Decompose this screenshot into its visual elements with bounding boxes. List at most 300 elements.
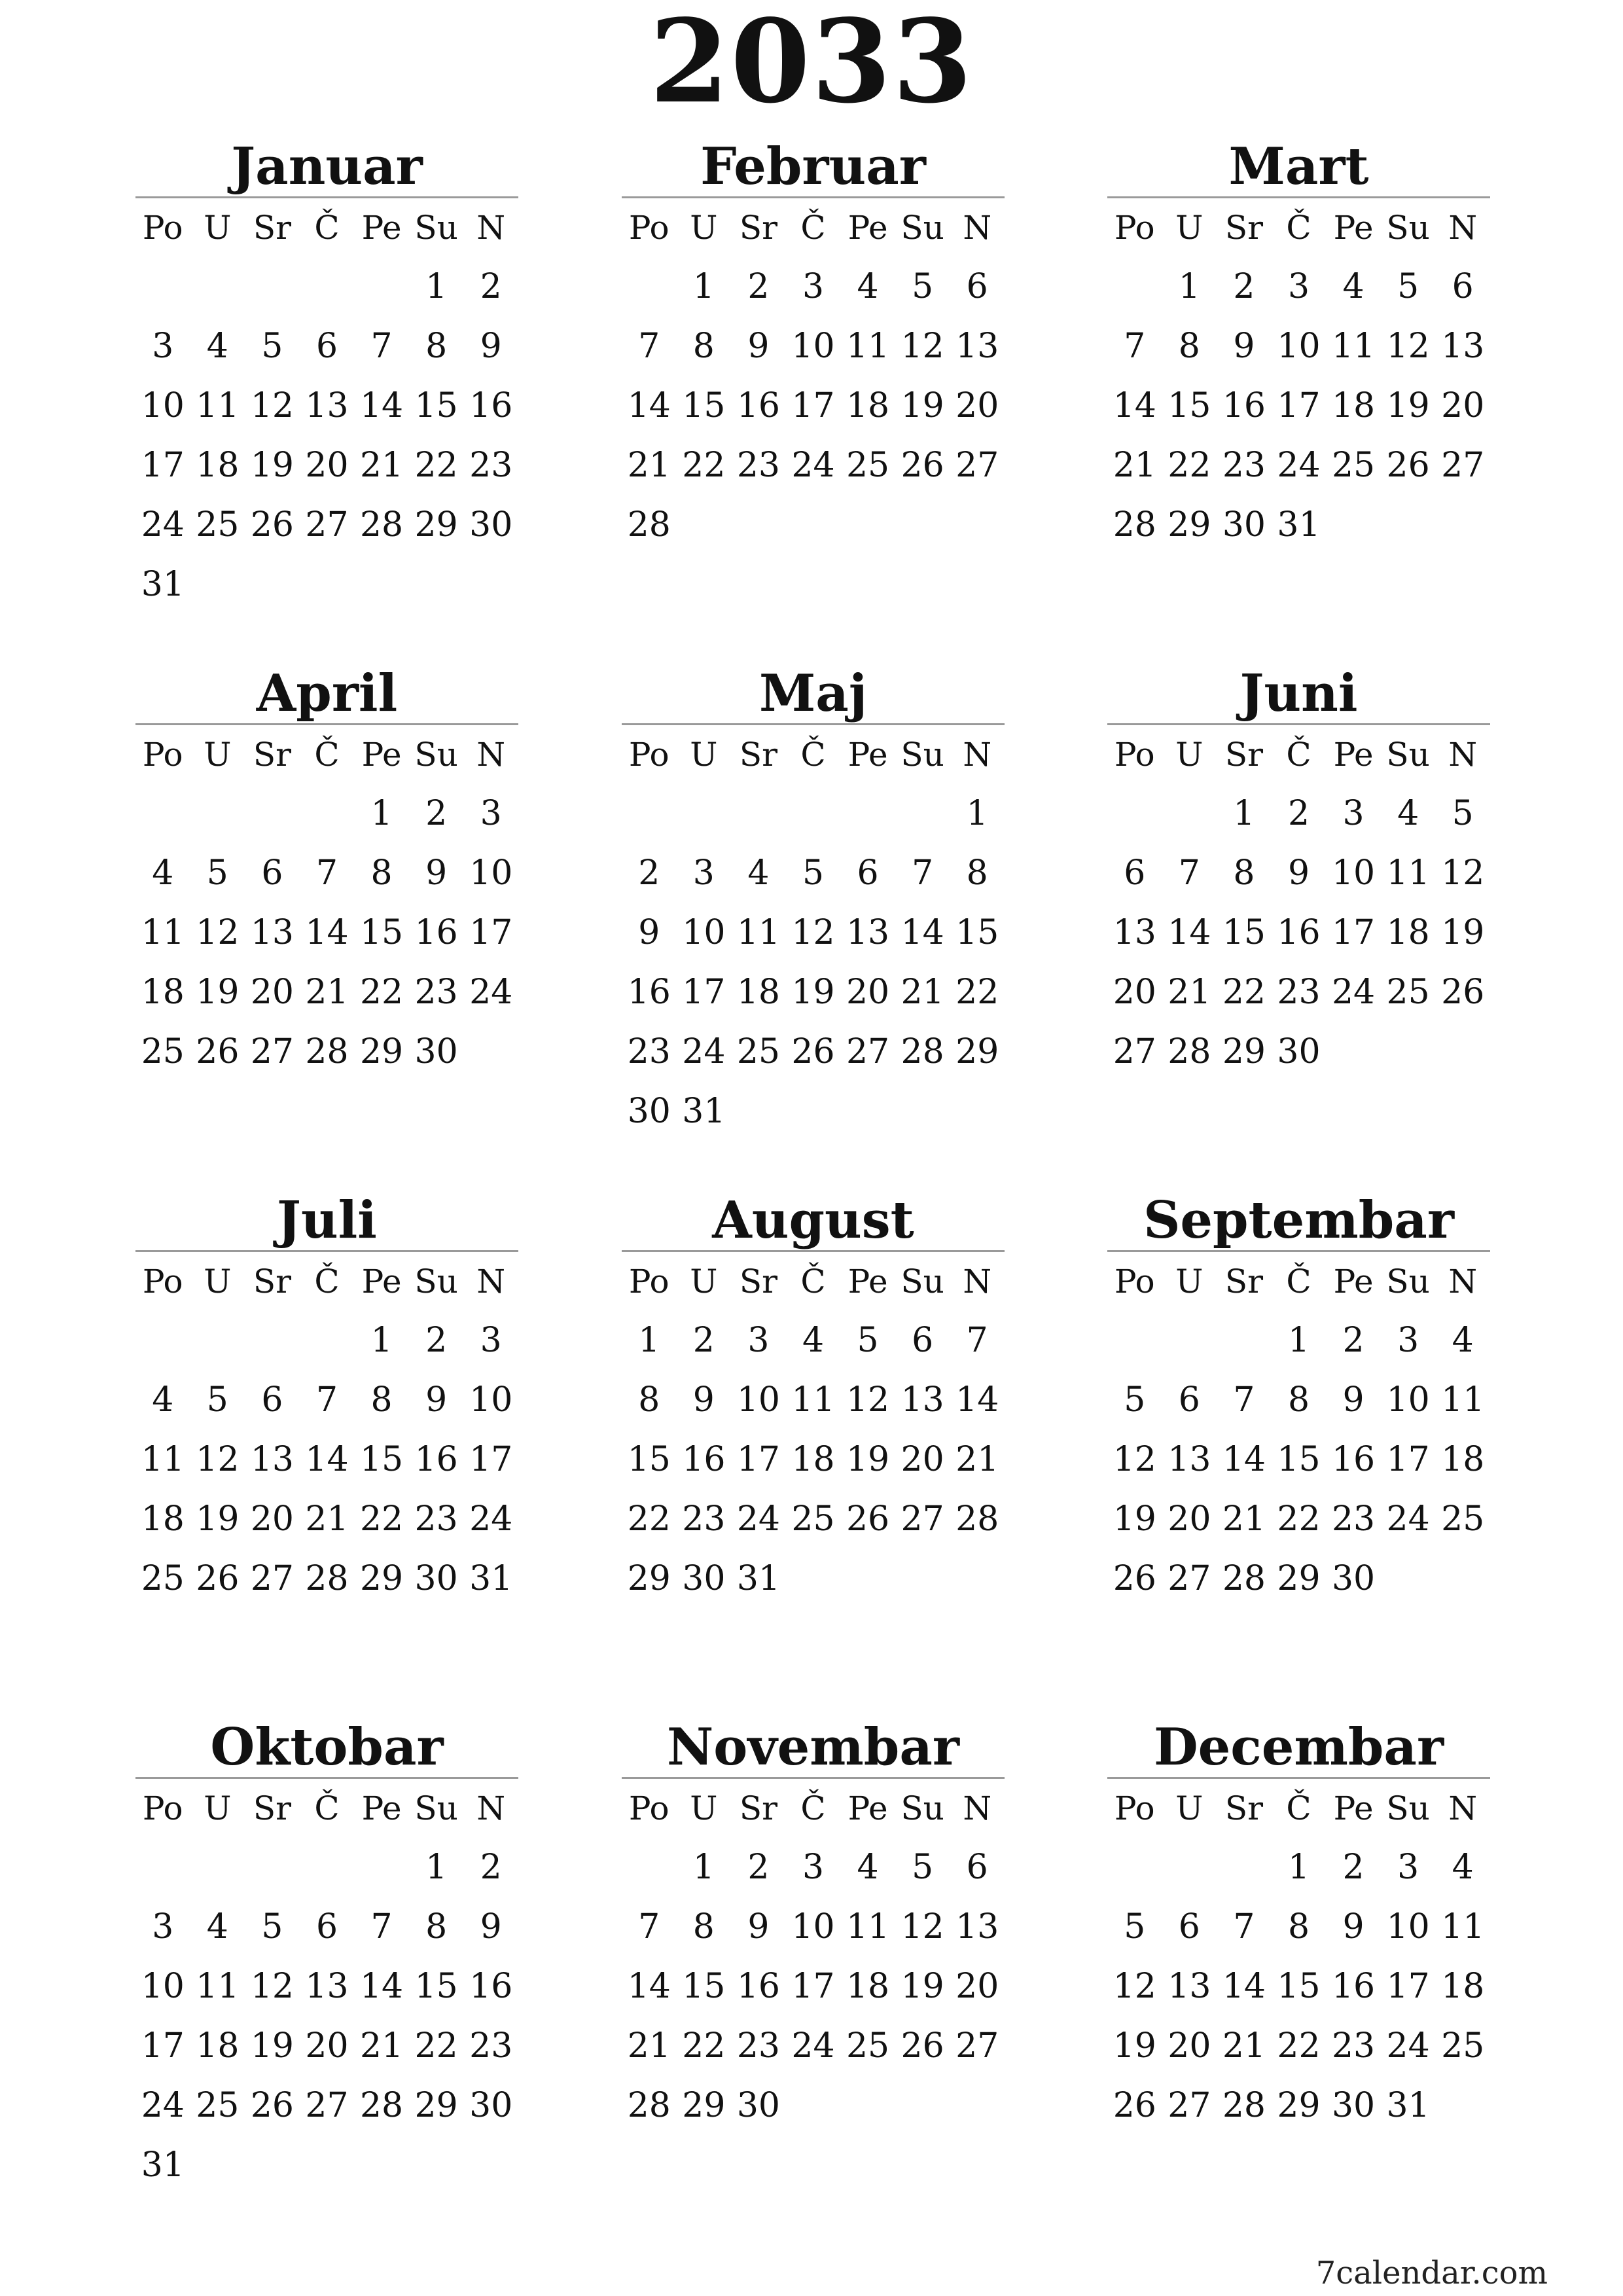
weekday-label: N (963, 736, 992, 774)
day-cell: 30 (1331, 2086, 1376, 2125)
day-cell: 19 (196, 973, 240, 1012)
weekday-label: U (204, 1789, 232, 1827)
day-cell: 6 (966, 267, 988, 306)
day-cell: 24 (469, 973, 513, 1012)
weekday-header (135, 725, 518, 784)
day-cell: 1 (692, 267, 715, 306)
day-cell: 17 (469, 913, 513, 952)
day-cell: 18 (196, 2026, 240, 2066)
day-cell: 29 (627, 1559, 671, 1598)
empty-day-cell (190, 257, 245, 317)
day-cell: 3 (802, 267, 825, 306)
day-cell: 24 (1277, 446, 1321, 485)
day-cell: 27 (305, 2086, 349, 2125)
day-cell: 10 (469, 1380, 513, 1420)
empty-day-cell (245, 1838, 300, 1897)
day-cell: 22 (1277, 2026, 1321, 2066)
day-cell: 12 (1441, 853, 1485, 893)
empty-day-cell (354, 257, 409, 317)
day-cell: 6 (261, 1380, 283, 1420)
day-cell: 22 (1222, 973, 1266, 1012)
day-cell: 9 (638, 913, 660, 952)
weekday-label: Su (901, 1789, 944, 1827)
day-cell: 26 (791, 1032, 835, 1071)
weekday-label: Po (1114, 736, 1155, 774)
day-cell: 13 (955, 327, 999, 366)
day-cell: 19 (791, 973, 835, 1012)
day-cell: 23 (1277, 973, 1321, 1012)
weekday-label: Sr (1224, 1789, 1263, 1827)
day-cell: 2 (638, 853, 660, 893)
weekday-header (1107, 198, 1490, 257)
day-cell: 29 (1168, 505, 1211, 545)
month-title: April (135, 664, 518, 725)
day-cell: 20 (250, 973, 294, 1012)
day-cell: 26 (1113, 2086, 1156, 2125)
day-cell: 18 (846, 1967, 890, 2006)
day-cell: 29 (1277, 2086, 1321, 2125)
day-cell: 26 (196, 1032, 240, 1071)
empty-day-cell (135, 257, 190, 317)
day-cell: 26 (250, 505, 294, 545)
days-grid (622, 1311, 1005, 1609)
day-cell: 18 (141, 1499, 185, 1539)
empty-day-cell (622, 1838, 677, 1897)
day-cell: 28 (901, 1032, 944, 1071)
day-cell: 1 (692, 1848, 715, 1887)
weekday-label: Po (628, 1263, 669, 1300)
day-cell: 15 (955, 913, 999, 952)
weekday-label: N (1448, 209, 1478, 247)
day-cell: 24 (1386, 1499, 1430, 1539)
day-cell: 16 (736, 1967, 780, 2006)
day-cell: 9 (747, 1907, 770, 1946)
weekday-label: U (1175, 209, 1204, 247)
month-title: Maj (622, 664, 1005, 725)
empty-day-cell (622, 784, 677, 844)
day-cell: 10 (1277, 327, 1321, 366)
weekday-label: U (690, 736, 718, 774)
weekday-label: Po (1114, 1263, 1155, 1300)
day-cell: 8 (692, 1907, 715, 1946)
weekday-label: Po (142, 1789, 183, 1827)
day-cell: 9 (425, 1380, 448, 1420)
day-cell: 1 (1287, 1321, 1310, 1360)
day-cell: 4 (1397, 794, 1419, 833)
day-cell: 15 (682, 1967, 726, 2006)
day-cell: 27 (250, 1559, 294, 1598)
day-cell: 16 (682, 1440, 726, 1479)
days-grid (1107, 784, 1490, 1082)
day-cell: 21 (1222, 2026, 1266, 2066)
empty-day-cell (1107, 1311, 1162, 1371)
day-cell: 27 (305, 505, 349, 545)
empty-day-cell (1162, 1838, 1217, 1897)
day-cell: 14 (1113, 386, 1156, 425)
day-cell: 18 (141, 973, 185, 1012)
day-cell: 6 (857, 853, 879, 893)
day-cell: 16 (1331, 1967, 1376, 2006)
day-cell: 20 (846, 973, 890, 1012)
weekday-label: N (476, 1789, 506, 1827)
day-cell: 22 (682, 2026, 726, 2066)
weekday-label: Pe (847, 209, 888, 247)
day-cell: 26 (1441, 973, 1485, 1012)
day-cell: 8 (966, 853, 988, 893)
day-cell: 11 (141, 913, 185, 952)
days-grid (135, 257, 518, 615)
days-grid (1107, 257, 1490, 555)
day-cell: 8 (1287, 1907, 1310, 1946)
day-cell: 12 (901, 1907, 944, 1946)
day-cell: 20 (305, 446, 349, 485)
days-grid (1107, 1311, 1490, 1609)
empty-day-cell (1107, 257, 1162, 317)
weekday-label: Č (800, 1789, 826, 1827)
day-cell: 11 (196, 386, 240, 425)
day-cell: 25 (846, 446, 890, 485)
weekday-label: Sr (253, 1263, 291, 1300)
day-cell: 16 (1277, 913, 1321, 952)
month-august (622, 1191, 1005, 1609)
weekday-header (622, 1252, 1005, 1311)
weekday-label: Č (800, 209, 826, 247)
days-grid (135, 1838, 518, 2195)
day-cell: 4 (747, 853, 770, 893)
day-cell: 15 (627, 1440, 671, 1479)
day-cell: 28 (955, 1499, 999, 1539)
weekday-label: Pe (361, 1789, 402, 1827)
day-cell: 17 (791, 386, 835, 425)
day-cell: 23 (682, 1499, 726, 1539)
day-cell: 7 (370, 1907, 393, 1946)
day-cell: 19 (196, 1499, 240, 1539)
empty-day-cell (786, 784, 841, 844)
day-cell: 30 (736, 2086, 780, 2125)
day-cell: 24 (791, 2026, 835, 2066)
month-title: Septembar (1107, 1191, 1490, 1252)
weekday-label: Su (414, 736, 458, 774)
day-cell: 22 (414, 2026, 458, 2066)
day-cell: 3 (1397, 1848, 1419, 1887)
day-cell: 9 (692, 1380, 715, 1420)
day-cell: 29 (414, 2086, 458, 2125)
day-cell: 17 (1386, 1967, 1430, 2006)
day-cell: 28 (305, 1032, 349, 1071)
day-cell: 4 (857, 267, 879, 306)
day-cell: 13 (955, 1907, 999, 1946)
weekday-label: N (1448, 1263, 1478, 1300)
day-cell: 1 (425, 267, 448, 306)
weekday-label: U (204, 1263, 232, 1300)
weekday-label: Su (1386, 1789, 1430, 1827)
day-cell: 5 (206, 853, 228, 893)
day-cell: 19 (1386, 386, 1430, 425)
day-cell: 2 (692, 1321, 715, 1360)
day-cell: 14 (359, 1967, 404, 2006)
day-cell: 22 (682, 446, 726, 485)
weekday-label: Sr (253, 1789, 291, 1827)
day-cell: 4 (206, 327, 228, 366)
day-cell: 28 (1113, 505, 1156, 545)
day-cell: 1 (966, 794, 988, 833)
day-cell: 18 (791, 1440, 835, 1479)
empty-day-cell (300, 1838, 355, 1897)
day-cell: 7 (315, 1380, 338, 1420)
day-cell: 10 (1386, 1907, 1430, 1946)
weekday-label: Pe (1333, 209, 1374, 247)
day-cell: 4 (152, 853, 174, 893)
empty-day-cell (1162, 784, 1217, 844)
weekday-label: N (476, 736, 506, 774)
day-cell: 19 (250, 2026, 294, 2066)
empty-day-cell (1107, 1838, 1162, 1897)
day-cell: 14 (1168, 913, 1211, 952)
day-cell: 23 (414, 973, 458, 1012)
day-cell: 7 (370, 327, 393, 366)
weekday-label: Po (142, 736, 183, 774)
day-cell: 30 (414, 1032, 458, 1071)
day-cell: 4 (857, 1848, 879, 1887)
weekday-label: Pe (1333, 1263, 1374, 1300)
day-cell: 28 (1222, 1559, 1266, 1598)
days-grid (622, 784, 1005, 1141)
weekday-header (135, 1252, 518, 1311)
day-cell: 27 (1168, 1559, 1211, 1598)
day-cell: 21 (901, 973, 944, 1012)
day-cell: 11 (791, 1380, 835, 1420)
day-cell: 3 (802, 1848, 825, 1887)
day-cell: 31 (1277, 505, 1321, 545)
weekday-label: Po (142, 1263, 183, 1300)
weekday-label: Pe (1333, 736, 1374, 774)
day-cell: 9 (425, 853, 448, 893)
weekday-label: Po (1114, 1789, 1155, 1827)
day-cell: 1 (370, 1321, 393, 1360)
day-cell: 5 (912, 1848, 934, 1887)
weekday-label: Po (1114, 209, 1155, 247)
day-cell: 7 (912, 853, 934, 893)
day-cell: 16 (469, 1967, 513, 2006)
weekday-label: Č (314, 209, 340, 247)
weekday-label: N (963, 1263, 992, 1300)
day-cell: 10 (1331, 853, 1376, 893)
day-cell: 5 (206, 1380, 228, 1420)
day-cell: 16 (736, 386, 780, 425)
weekday-header (622, 198, 1005, 257)
weekday-label: U (204, 736, 232, 774)
day-cell: 26 (846, 1499, 890, 1539)
day-cell: 13 (1168, 1967, 1211, 2006)
day-cell: 11 (141, 1440, 185, 1479)
day-cell: 14 (901, 913, 944, 952)
weekday-label: U (690, 1263, 718, 1300)
weekday-label: U (1175, 736, 1204, 774)
day-cell: 9 (1233, 327, 1255, 366)
day-cell: 16 (414, 1440, 458, 1479)
day-cell: 11 (736, 913, 780, 952)
day-cell: 12 (846, 1380, 890, 1420)
day-cell: 11 (1386, 853, 1430, 893)
weekday-label: Sr (739, 1263, 777, 1300)
day-cell: 13 (305, 386, 349, 425)
day-cell: 19 (901, 386, 944, 425)
day-cell: 25 (736, 1032, 780, 1071)
day-cell: 31 (141, 565, 185, 604)
day-cell: 2 (1287, 794, 1310, 833)
day-cell: 8 (1233, 853, 1255, 893)
day-cell: 25 (1441, 1499, 1485, 1539)
day-cell: 14 (955, 1380, 999, 1420)
weekday-header (1107, 725, 1490, 784)
day-cell: 23 (736, 446, 780, 485)
weekday-label: Pe (847, 736, 888, 774)
day-cell: 18 (1441, 1440, 1485, 1479)
day-cell: 24 (469, 1499, 513, 1539)
day-cell: 28 (1222, 2086, 1266, 2125)
day-cell: 21 (305, 1499, 349, 1539)
day-cell: 16 (627, 973, 671, 1012)
month-septembar (1107, 1191, 1490, 1609)
day-cell: 19 (846, 1440, 890, 1479)
day-cell: 22 (1277, 1499, 1321, 1539)
day-cell: 21 (359, 2026, 404, 2066)
day-cell: 18 (1441, 1967, 1485, 2006)
day-cell: 15 (414, 1967, 458, 2006)
day-cell: 23 (469, 2026, 513, 2066)
days-grid (1107, 1838, 1490, 2136)
month-juli (135, 1191, 518, 1609)
day-cell: 2 (747, 267, 770, 306)
day-cell: 27 (955, 446, 999, 485)
month-title: Novembar (622, 1718, 1005, 1779)
day-cell: 15 (359, 1440, 404, 1479)
day-cell: 21 (1222, 1499, 1266, 1539)
weekday-label: Po (628, 1789, 669, 1827)
day-cell: 17 (682, 973, 726, 1012)
day-cell: 7 (966, 1321, 988, 1360)
day-cell: 29 (1277, 1559, 1321, 1598)
day-cell: 12 (196, 913, 240, 952)
weekday-label: Č (800, 736, 826, 774)
day-cell: 24 (1386, 2026, 1430, 2066)
month-decembar (1107, 1718, 1490, 2136)
day-cell: 2 (480, 1848, 502, 1887)
day-cell: 28 (627, 505, 671, 545)
day-cell: 12 (791, 913, 835, 952)
day-cell: 11 (196, 1967, 240, 2006)
weekday-label: U (204, 209, 232, 247)
weekday-label: Su (1386, 1263, 1430, 1300)
day-cell: 30 (1331, 1559, 1376, 1598)
day-cell: 19 (1113, 1499, 1156, 1539)
weekday-label: Pe (1333, 1789, 1374, 1827)
day-cell: 1 (370, 794, 393, 833)
weekday-label: N (963, 1789, 992, 1827)
day-cell: 26 (901, 446, 944, 485)
day-cell: 21 (955, 1440, 999, 1479)
day-cell: 2 (480, 267, 502, 306)
day-cell: 28 (305, 1559, 349, 1598)
weekday-label: Su (901, 209, 944, 247)
day-cell: 11 (846, 1907, 890, 1946)
weekday-label: Č (314, 1789, 340, 1827)
day-cell: 18 (1386, 913, 1430, 952)
day-cell: 11 (1331, 327, 1376, 366)
day-cell: 26 (901, 2026, 944, 2066)
day-cell: 30 (469, 505, 513, 545)
month-title: August (622, 1191, 1005, 1252)
day-cell: 16 (469, 386, 513, 425)
day-cell: 12 (1113, 1440, 1156, 1479)
day-cell: 5 (1124, 1907, 1146, 1946)
day-cell: 20 (305, 2026, 349, 2066)
day-cell: 23 (1331, 2026, 1376, 2066)
day-cell: 20 (1168, 1499, 1211, 1539)
day-cell: 4 (1452, 1848, 1474, 1887)
day-cell: 6 (1124, 853, 1146, 893)
day-cell: 22 (955, 973, 999, 1012)
day-cell: 5 (1124, 1380, 1146, 1420)
day-cell: 24 (1331, 973, 1376, 1012)
weekday-header (135, 198, 518, 257)
empty-day-cell (1217, 1838, 1272, 1897)
day-cell: 8 (425, 327, 448, 366)
weekday-label: Su (414, 1263, 458, 1300)
day-cell: 3 (692, 853, 715, 893)
weekday-label: N (476, 209, 506, 247)
day-cell: 13 (1113, 913, 1156, 952)
weekday-label: Po (628, 209, 669, 247)
day-cell: 2 (1342, 1848, 1364, 1887)
weekday-label: Sr (1224, 1263, 1263, 1300)
month-januar (135, 137, 518, 615)
empty-day-cell (190, 784, 245, 844)
day-cell: 10 (682, 913, 726, 952)
day-cell: 25 (1331, 446, 1376, 485)
day-cell: 6 (966, 1848, 988, 1887)
weekday-label: Sr (739, 736, 777, 774)
days-grid (135, 784, 518, 1082)
day-cell: 24 (682, 1032, 726, 1071)
empty-day-cell (895, 784, 950, 844)
day-cell: 20 (1441, 386, 1485, 425)
day-cell: 13 (250, 913, 294, 952)
empty-day-cell (135, 1311, 190, 1371)
day-cell: 12 (196, 1440, 240, 1479)
day-cell: 3 (1342, 794, 1364, 833)
day-cell: 18 (736, 973, 780, 1012)
day-cell: 27 (1441, 446, 1485, 485)
day-cell: 4 (802, 1321, 825, 1360)
day-cell: 27 (1113, 1032, 1156, 1071)
day-cell: 23 (469, 446, 513, 485)
day-cell: 10 (791, 327, 835, 366)
day-cell: 6 (1178, 1907, 1200, 1946)
day-cell: 13 (1441, 327, 1485, 366)
empty-day-cell (245, 784, 300, 844)
day-cell: 23 (736, 2026, 780, 2066)
weekday-label: Su (1386, 736, 1430, 774)
day-cell: 5 (1452, 794, 1474, 833)
day-cell: 6 (1452, 267, 1474, 306)
day-cell: 21 (627, 446, 671, 485)
day-cell: 17 (1331, 913, 1376, 952)
month-title: Januar (135, 137, 518, 198)
day-cell: 20 (955, 386, 999, 425)
month-title: Juli (135, 1191, 518, 1252)
days-grid (622, 1838, 1005, 2136)
